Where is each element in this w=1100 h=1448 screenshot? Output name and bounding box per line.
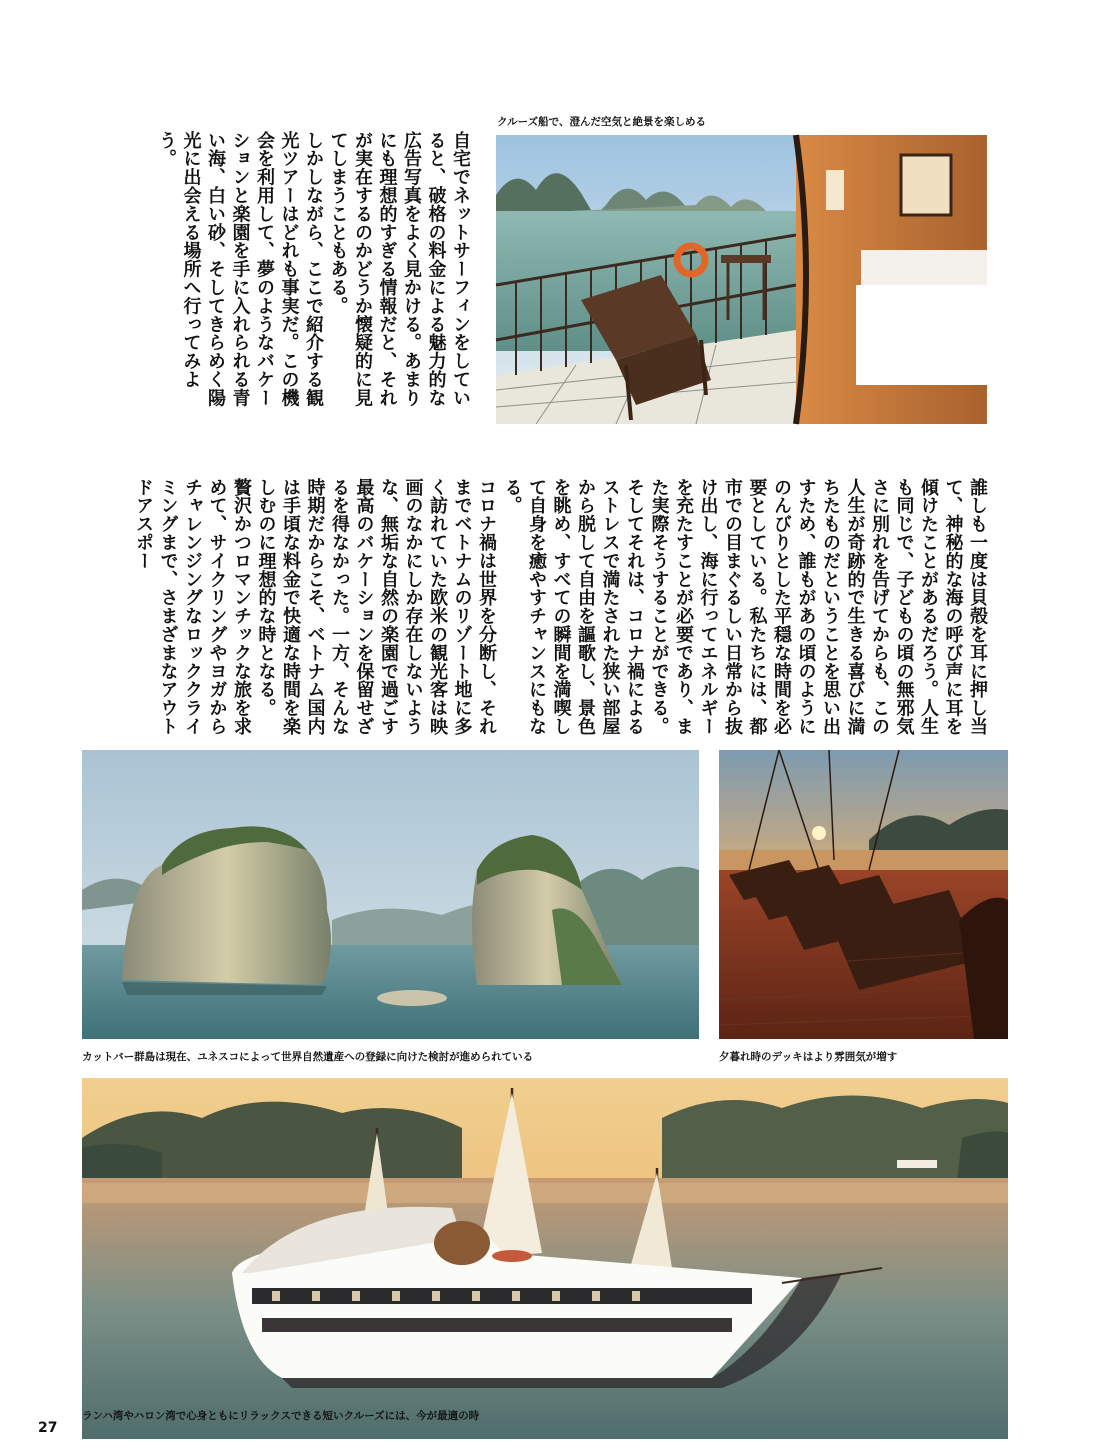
article-block-top-left xyxy=(94,131,472,424)
karst-islands-photo xyxy=(82,750,699,1039)
article-paragraph: コロナ禍は世界を分断し、それまでベトナムのリゾート地に多く訪れていた欧米の観光客は映画のなかにしか存在しないような、無垢な自然の楽園で過ごす最高のバケーションを保留せざるを得なかった。一方、そんな時期だからこそ、ベトナム国内は手頃な料金で快適な時間を楽しむのに理想的な時となる。 xyxy=(255,478,497,736)
top-photo-caption: クルーズ船で、澄んだ空気と絶景を楽しめる xyxy=(497,116,706,128)
deck-photo-caption: 夕暮れ時のデッキはより雰囲気が増す xyxy=(719,1051,898,1063)
cruise-balcony-photo xyxy=(496,135,987,424)
article-paragraph: 贅沢かつロマンチックな旅を求めて、サイクリングやヨガからチャレンジングなロッククライミングまで、さまざまなアウトドアスポー xyxy=(133,478,252,736)
article-paragraph: 自宅でネットサーフィンをしていると、破格の料金による魅力的な広告写真をよく見かける。あまりにも理想的すぎる情報だと、それが実在するのかどうか懐疑的に見てしまうこともある。 xyxy=(327,131,471,407)
page-number: 27 xyxy=(38,1420,58,1436)
ship-photo-caption: ランハ湾やハロン湾で心身ともにリラックスできる短いクルーズには、今が最適の時 xyxy=(82,1410,480,1422)
sunset-deck-photo xyxy=(719,750,1008,1039)
article-block-right xyxy=(501,478,989,746)
article-paragraph: 誰しも一度は貝殻を耳に押し当て、神秘的な海の呼び声に耳を傾けたことがあるだろう。人生も同じで、子どもの頃の無邪気さに別れを告げてからも、この人生が奇跡的で生きる喜びに満ちたものだということを思い出すため、誰もがあの頃のようにのんびりとした平穏な時間を必要としている。私たちには、都市での目まぐるしい日常から抜け出し、海に行ってエネルギーを充たすことが必要であり、また実際そうすることができる。そしてそれは、コロナ禍によるストレスで満たされた狭い部屋から脱して自由を謳歌し、景色を眺め、すべての瞬間を満喫して自身を癒やすチャンスにもなる。 xyxy=(501,478,988,736)
article-block-middle-left xyxy=(90,478,498,746)
cruise-ship-photo xyxy=(82,1078,1008,1439)
article-paragraph: しかしながら、ここで紹介する観光ツアーはどれも事実だ。この機会を利用して、夢のようなバケーションと楽園を手に入れられる青い海、白い砂、そしてきらめく陽光に出会える場所へ行ってみよう。 xyxy=(156,131,324,407)
karst-photo-caption: カットバー群島は現在、ユネスコによって世界自然遺産への登録に向けた検討が進められている xyxy=(82,1051,534,1063)
